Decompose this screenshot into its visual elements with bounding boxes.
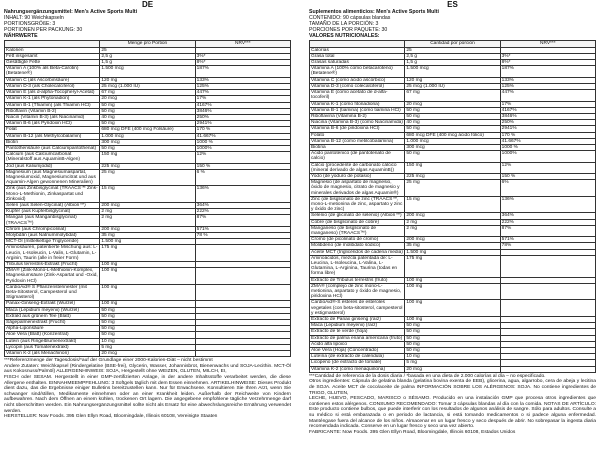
table-row — [5, 268, 291, 285]
amount-per-serving: 1.500 mg — [100, 239, 195, 245]
servings-per-pack-de: PORTIONEN PER PACKUNG: 30 — [4, 27, 83, 34]
nutrient-name: Grasa total — [310, 53, 405, 59]
content-de: INHALT: 90 Weichkapseln — [4, 15, 64, 22]
table-row — [310, 151, 596, 162]
nrv-percent: 1000% — [500, 151, 595, 162]
nutrient-name: Gesättigte Fette — [5, 60, 100, 66]
amount-per-serving: 680 mcg DFE (400 mcg ácido fólico) — [405, 132, 500, 138]
nutrient-name: Vitamin B-1 (Thiamin) (als Thiamin HCl) — [5, 102, 100, 108]
amount-per-serving: 100 mg — [405, 317, 500, 323]
nutrient-name: Kupfer (aus Kupferbisglycinat) — [5, 209, 100, 215]
nutrient-name: Vitamina B-1 (tiamina) (como tiamina HCl) — [310, 107, 405, 113]
amount-per-serving: 5 mg — [100, 344, 195, 350]
nrv-percent: 187% — [195, 66, 290, 77]
table-row — [310, 162, 596, 173]
amount-per-serving: 1.500 mg — [405, 249, 500, 255]
amount-per-serving: 50 mg — [405, 341, 500, 347]
spanish-column — [309, 0, 596, 435]
table-row — [310, 66, 596, 77]
nrv-percent: 170 % — [500, 132, 595, 138]
amount-per-serving: 10 mg — [405, 354, 500, 360]
nrv-percent: 78 % — [195, 232, 290, 238]
product-title-de: Nahrungsergänzungsmittel: Men's Active Sports Multi — [4, 9, 138, 15]
amount-per-serving: 25 — [405, 47, 500, 53]
nrv-percent: 250% — [195, 114, 290, 120]
nutrient-name: CardioAid® S Pflanzensterinester (mit Beta-Sitosterol, Campesterol und Stigmasterol) — [5, 284, 100, 301]
amount-per-serving: 200 mcg — [405, 237, 500, 243]
nutrient-name: Vitamina K-1 (como fitonadiona) — [310, 101, 405, 107]
nutrient-name: Riboflavina (Vitamina B-2) — [310, 113, 405, 119]
nutrient-name: Vitamina B-12 (como metilcobalamina) — [310, 138, 405, 144]
amount-per-serving: 50 mg — [100, 102, 195, 108]
nutrient-name: Vitamina D-3 (como colecalciferol) — [310, 83, 405, 89]
amount-per-serving: 175 mg — [100, 245, 195, 262]
amount-per-serving: 50 mg — [405, 329, 500, 335]
column-header: Menge pro Portion — [100, 41, 195, 47]
nutrient-name: Calorías — [310, 47, 405, 53]
table-row — [310, 225, 596, 236]
serving-size-es: TAMAÑO DE LA PORCIÓN: 3 — [309, 21, 379, 28]
nutrient-name: Vitamin D-3 (als Cholecalciferol) — [5, 83, 100, 89]
nrv-percent: 17% — [195, 96, 290, 102]
nutrient-name: Biotina — [310, 144, 405, 150]
nutrient-name: Aloe Vera (Blatt) (Konzentrat) — [5, 332, 100, 338]
nutrient-name: Maca (Lepidium meyenii) (Wurzel) — [5, 307, 100, 313]
nrv-percent — [195, 268, 290, 285]
amount-per-serving: 67 mg — [100, 90, 195, 96]
nutrient-name: Aloe Vera (Hoja) (Concentrado) — [310, 348, 405, 354]
nrv-percent: 170 % — [195, 127, 290, 133]
note-ingredients-de: Andere Zutaten: Weichkapsel (Rindergelatine (BSE-frei), Glycerin, Wasser, Johannisbrot, Bienenwachs und SOJA-Lecithin. MCT-Öl aus Kokosnuss/Palmöl) ALLERGENHINWEIS: SOJA, Hergestellt ohne WEIZEN, GLUTEN, MILCH, EI, — [4, 363, 291, 375]
nrv-percent: 222% — [195, 209, 290, 215]
nutrient-name: Vitamina K-2 (como menaquinona) — [310, 366, 405, 372]
nrv-percent: 447% — [500, 90, 595, 101]
nutrient-name: Sägepalmenextrakt (Frucht) — [5, 320, 100, 326]
servings-per-pack-es: PORCIONES POR PAQUETE: 30 — [309, 27, 388, 34]
nutrient-name: Vitamin K-2 (als Menachinon) — [5, 351, 100, 357]
nutrient-name: Extracto de té verde (hoja) — [310, 329, 405, 335]
nrv-percent: 447% — [195, 90, 290, 96]
column-header: Cantidad por porción — [405, 41, 500, 47]
nutrient-name: Licopeno (de extracto de tomate) — [310, 360, 405, 366]
notes-de — [4, 358, 291, 420]
nrv-percent: 133% — [500, 77, 595, 83]
nutrition-heading-de: NÄHRWERTE — [4, 33, 38, 40]
nutrient-name: Vitamina A (100% como betacaroteno) (Betatene®) — [310, 66, 405, 77]
amount-per-serving: 200 mcg — [100, 202, 195, 208]
table-row — [310, 300, 596, 317]
amount-per-serving: 200 mcg — [100, 226, 195, 232]
nutrient-name: Luteína (de extracto de caléndula) — [310, 354, 405, 360]
nrv-percent: 78% — [500, 243, 595, 249]
language-heading-de: DE — [141, 0, 154, 9]
table-row — [310, 283, 596, 300]
nrv-percent: 8%* — [500, 60, 595, 66]
nutrient-name: Ácido pantoténico (de pantotenato de calcio) — [310, 151, 405, 162]
amount-per-serving: 25 mcg (1.000 IU) — [100, 83, 195, 89]
amount-per-serving: 1,5 g — [100, 60, 195, 66]
nrv-percent: 133% — [195, 77, 290, 83]
note-reference-es: ***Cantidad de referencia de la dosis diaria / *basada en una dieta de 2.000 calorías al día – no especificado. — [309, 373, 546, 379]
nrv-percent — [195, 351, 290, 357]
nrv-percent: 3%* — [500, 53, 595, 59]
amount-per-serving: 50 mg — [100, 332, 195, 338]
amount-per-serving: 40 mg — [405, 120, 500, 126]
amount-per-serving: 2 mg — [405, 219, 500, 225]
nrv-percent: 1000 % — [500, 144, 595, 150]
nrv-percent: 187% — [500, 66, 595, 77]
note-manufacturer-es: FABRICANTE: Now Foods. 395 Glen Ellyn Road, Bloomingdale, Illinois 60108, Estados Unidos — [309, 429, 516, 435]
notes-es — [309, 374, 596, 436]
nrv-percent: 150 % — [500, 173, 595, 179]
amount-per-serving: 35 mg — [405, 243, 500, 249]
nrv-percent: 125% — [195, 83, 290, 89]
table-row — [5, 66, 291, 77]
nrv-percent — [500, 255, 595, 277]
note-usage-de: FISCH oder SESAM. Hergestellt in einer GMP-zertifizierten Anlage, in der andere Inhaltsstoffe verarbeitet werden, die diese Allergene enthalten. EINNAHMEEMPFEHLUNG: 3 Softgels täglich mit dem Essen einnehmen. ARTIKELHINWEISE: Dieses Produkt dient dazu, das die Ergebnisse einiger Bulletins bereitzustellen kann. Nur für Erwachsene. Konsultieren Sie Ihren Arzt, wenn Sie schwanger sind/stillen, Medikamente einnehmen oder an einer Krankheit leiden. Außerhalb der Reichweite von Kindern aufbewahren. Nach dem Öffnen an einem kühlen, trockenen Ort lagern. Die angegebene empfohlene tägliche Verzehrmenge darf nicht überschritten werden. Ein Nahrungsergänzungsmittel sollte nicht als Ersatz für eine abwechslungsreiche Ernährung verwendet werden. — [4, 375, 291, 414]
nutrient-name: Maca (Lepidium meyenii) (raíz) — [310, 323, 405, 329]
amount-per-serving: 50 mg — [100, 313, 195, 319]
amount-per-serving: 25 mcg (1.000 IU) — [405, 83, 500, 89]
nutrient-name: Selen (aus Selen-Glycinat) (Albion™) — [5, 202, 100, 208]
nrv-percent: 571% — [500, 237, 595, 243]
nutrient-name: Lycopin (aus Tomatenextrakt) — [5, 344, 100, 350]
nutrient-name: Grasas saturadas — [310, 60, 405, 66]
nutrient-name: Vitamin C (als Ascorbinsäure) — [5, 77, 100, 83]
nrv-percent: 4167% — [195, 102, 290, 108]
amount-per-serving: 225 mcg — [100, 163, 195, 169]
nutrient-name: Cobre (de bisglicinato de cobre) — [310, 219, 405, 225]
amount-per-serving: 225 mcg — [405, 173, 500, 179]
nutrition-heading-es: VALORES NUTRICIONALES: — [309, 33, 380, 40]
nutrient-name: ZMA® (complejo de zinc mono-L-metionina, aspartato y óxido de magnesio, piridoxina HCl) — [310, 283, 405, 300]
nrv-percent: 6 % — [195, 169, 290, 186]
nutrient-name: Calcium (aus Calciumcarbonat (Mineralstoff aus AquaminB-Algen) — [5, 152, 100, 163]
nutrient-name: Extrakt aus grünem Tee (Blatt) — [5, 313, 100, 319]
amount-per-serving: 50 mg — [100, 320, 195, 326]
amount-per-serving: 50 mg — [405, 113, 500, 119]
nutrient-name: Aminosäuren, patentierte Mischung aus: L-Leucin, L-Isoleucin, L-Valin, L-Glutamin, L-Arginin, Taurin (alle in freier Form) — [5, 245, 100, 262]
nutrient-name: Niacin (Vitamin B-3) (als Niacinamid) — [5, 114, 100, 120]
table-row — [5, 169, 291, 186]
nrv-percent: 41.667% — [500, 138, 595, 144]
amount-per-serving: 150 mg — [405, 162, 500, 173]
nrv-percent — [500, 300, 595, 317]
amount-per-serving: 50 mg — [100, 307, 195, 313]
nutrient-name: MCT-Öl (mittelkettige Triglyceride) — [5, 239, 100, 245]
amount-per-serving: 5 mg — [405, 360, 500, 366]
nutrient-name: Chrom (aus Chrompicolinat) — [5, 226, 100, 232]
nutrient-name: Magnesium (aus Magnesiumaspartat, Magnesiumoxid, Magnesiumcitrat und aus Aquamin-Algen gewonnenen Mineralien) — [5, 169, 100, 186]
amount-per-serving: 25 mg — [100, 169, 195, 186]
amount-per-serving: 50 mg — [100, 121, 195, 127]
amount-per-serving: 120 mg — [405, 77, 500, 83]
nrv-percent — [195, 284, 290, 301]
nutrient-name: Extracto de Panax ginseng (raíz) — [310, 317, 405, 323]
nutrient-name: Jod (aus Kaliumjodid) — [5, 163, 100, 169]
nrv-percent: 87% — [195, 215, 290, 226]
nutrient-name: Cromo (de picolinato de cromo) — [310, 237, 405, 243]
nutrient-name: ZMA® (Zink-Mono-L-Methionin-Komplex, Magnesiumsäure (Zink-Aspartat und -Oxid, Pyridoxin HCl) — [5, 268, 100, 285]
amount-per-serving: 100 mg — [405, 300, 500, 317]
german-column — [4, 0, 291, 420]
amount-per-serving: 50 mg — [405, 335, 500, 341]
nutrient-name: Extracto de Tribulus terrestris (fruto) — [310, 277, 405, 283]
amount-per-serving: 2 mg — [100, 215, 195, 226]
amount-per-serving: 25 — [100, 47, 195, 53]
nrv-percent: 17% — [500, 101, 595, 107]
nrv-percent: 3%* — [195, 53, 290, 59]
nrv-percent: 125% — [500, 83, 595, 89]
nrv-percent: 136% — [195, 186, 290, 203]
amount-per-serving: 100 mg — [405, 283, 500, 300]
nrv-percent: 1000 % — [195, 139, 290, 145]
nutrient-name: Vitamina B-6 (de piridoxina HCl) — [310, 126, 405, 132]
amount-per-serving: 1.000 mcg — [405, 138, 500, 144]
amount-per-serving: 1.000 mcg — [100, 133, 195, 139]
product-title-es: Suplementos alimenticios: Men's Active Sports Multi — [309, 9, 439, 15]
nutrition-table-es — [309, 40, 596, 372]
nutrient-name: Ácido alfa lipoico — [310, 341, 405, 347]
note-reference-de: ***Referenzmenge der Tagesdosis/*auf der Grundlage einer 2000-Kalorien-Diät – nicht bestimmt — [4, 358, 213, 364]
nutrient-name: Aceite MCT (triglicéridos de cadena media) — [311, 249, 403, 255]
amount-per-serving: 50 mg — [405, 126, 500, 132]
amount-per-serving: 100 mg — [100, 284, 195, 301]
amount-per-serving: 1.500 mcg — [405, 66, 500, 77]
nutrient-name: Vitamina C (como ácido ascórbico) — [310, 77, 405, 83]
table-row — [5, 152, 291, 163]
amount-per-serving: 1.500 mcg — [100, 66, 195, 77]
nutrient-name: Biotin — [5, 139, 100, 145]
amount-per-serving: 50 mg — [405, 151, 500, 162]
nutrient-name: Vitamin B-6 (als Pyridoxin HCl) — [5, 121, 100, 127]
nrv-percent: 1000% — [195, 145, 290, 151]
nutrient-name: Vitamin B-12 (als Methylcobalamin) — [5, 133, 100, 139]
amount-per-serving: 10 mg — [100, 338, 195, 344]
nrv-percent: 12% — [195, 152, 290, 163]
amount-per-serving: 50 mg — [405, 107, 500, 113]
note-ingredients-es: Otros ingredientes: Cápsula de gelatina blanda (gelatina bovina exenta de EEB), glicerina, agua, algarrobo, cera de abeja y lecitina de SOJA. Aceite MCT de coco/aceite de palma INFORMACIÓN SOBRE LOS ALÉRGENOS: SOJA. No contiene ingredientes de TRIGO, GLUTEN, — [309, 379, 596, 396]
amount-per-serving: 2,5 g — [100, 53, 195, 59]
table-row — [5, 186, 291, 203]
table-row — [310, 255, 596, 277]
amount-per-serving: 67 mg — [405, 90, 500, 101]
nutrient-name: Riboflavin (Vitamin B-2) — [5, 108, 100, 114]
nrv-percent: 6% — [500, 180, 595, 197]
nrv-percent: 364% — [500, 213, 595, 219]
nutrient-name: Calcio (procedente de carbonato cálcico (mineral derivado de algas AquaminB)) — [310, 162, 405, 173]
amount-per-serving: 2 mg — [405, 225, 500, 236]
nutrient-name: Lutein (aus Ringelblumenextrakt) — [5, 338, 100, 344]
amount-per-serving: 150 mg — [100, 152, 195, 163]
nutrient-name: Magnesio (de aspartato de magnesio, óxido de magnesio, citrato de magnesio y minerales derivados de algas Aquamin®) — [310, 180, 405, 197]
nutrient-name: Pantothensäure (aus Calciumpantothenat) — [5, 145, 100, 151]
nutrient-name: Niacina (Vitamina B-3) (como Niacinamida) — [311, 120, 403, 126]
amount-per-serving: 15 mg — [405, 196, 500, 213]
amount-per-serving: 40 mg — [100, 114, 195, 120]
nutrient-name: Folat — [5, 127, 100, 133]
amount-per-serving: 50 mg — [405, 348, 500, 354]
language-heading-es: ES — [447, 0, 458, 9]
nrv-percent — [500, 366, 595, 372]
nutrient-name: Fett insgesamt — [5, 53, 100, 59]
nutrient-name: Yodo (de yoduro de potasio) — [310, 173, 405, 179]
table-row — [5, 351, 291, 357]
content-es: CONTENIDO: 90 cápsulas blandas — [309, 15, 391, 22]
amount-per-serving: 300 mcg — [100, 139, 195, 145]
nutrient-name: Alpha-Liponsäure — [5, 326, 100, 332]
nrv-percent: 87% — [500, 225, 595, 236]
nutrient-name: Tribulus terrestris-Extrakt (Frucht) — [5, 261, 100, 267]
amount-per-serving: 175 mg — [405, 255, 500, 277]
amount-per-serving: 50 mg — [405, 323, 500, 329]
nutrient-name: Extracto de palma enana americana (fruto) — [310, 335, 405, 341]
nutrient-name: Vitamin E (als d-alpha-Tocopheryl-Acetat) — [5, 90, 100, 96]
nutrient-name: Mangan (aus Manganbisglycinat) (TRAACS™) — [5, 215, 100, 226]
nrv-percent: 12% — [500, 162, 595, 173]
nutrient-name: CardioAid®-S ésteres de esteroles vegetales (con beta-sitosterol, campesterol y estigmasterol) — [310, 300, 405, 317]
amount-per-serving: 2,5 g — [405, 53, 500, 59]
amount-per-serving: 20 mcg — [100, 96, 195, 102]
nutrient-name: Molibdeno (de molibdato sódico) — [310, 243, 405, 249]
nrv-percent: 3846% — [500, 113, 595, 119]
amount-per-serving: 100 mg — [100, 268, 195, 285]
nrv-percent: 571% — [195, 226, 290, 232]
nutrient-name: Kalorien — [5, 47, 100, 53]
amount-per-serving: 1,5 g — [405, 60, 500, 66]
table-row — [310, 366, 596, 372]
amount-per-serving: 100 mg — [100, 301, 195, 307]
amount-per-serving: 120 mg — [100, 77, 195, 83]
nrv-percent — [500, 283, 595, 300]
table-row — [5, 215, 291, 226]
amount-per-serving: 25 mg — [405, 180, 500, 197]
nutrient-name: Zink (aus Zinkbisglycinat (TRAACS™ Zink-Mono-L-Methionin, Zinkaspartat und Zinkoxid) — [5, 186, 100, 203]
note-manufacturer-de: HERSTELLER: Now Foods. 395 Glen Ellyn Road, Bloomingdale, Illinois 60108, Vereinigte Staaten — [4, 414, 218, 420]
nutrient-name: Manganeso (de bisglicinato de manganeso) (TRAACS™) — [310, 225, 405, 236]
nutrient-name: Aminoácidos, mezcla patentada de: L-Leucina, L-Isoleucina, L-Valina, L-Glutamina, L-Arginina, Taurina (todas en forma libre) — [310, 255, 405, 277]
header-es — [309, 9, 596, 39]
table-row — [310, 90, 596, 101]
nrv-percent: 364% — [195, 202, 290, 208]
nrv-percent: 136% — [500, 196, 595, 213]
nutrient-name: Molybdän (aus Natriummolybdat) — [5, 232, 100, 238]
nutrient-name: Panax-Ginseng-Extrakt (Wurzel) — [5, 301, 100, 307]
amount-per-serving: 35 mg — [100, 232, 195, 238]
nrv-percent: 4167% — [500, 107, 595, 113]
amount-per-serving: 20 mcg — [100, 351, 195, 357]
amount-per-serving: 680 mcg DFE (400 mcg Folsäure) — [100, 127, 195, 133]
header-de — [4, 9, 291, 39]
nrv-percent: 222% — [500, 219, 595, 225]
nutrition-table-de — [4, 40, 291, 357]
amount-per-serving: 20 mcg — [405, 101, 500, 107]
nrv-percent: 150 % — [195, 163, 290, 169]
serving-size-de: PORTIONSGRÖßE: 3 — [4, 21, 56, 28]
amount-per-serving: 20 mcg — [405, 366, 500, 372]
amount-per-serving: 300 mcg — [405, 144, 500, 150]
note-usage-es: LECHE, HUEVO, PESCADO, MARISCO o SÉSAMO. Producido en una instalación GMP que procesa otros ingredientes que contienen estos alérgenos. CONSUMO RECOMENDADO: Tomar 3 cápsulas blandas al día con la comida. NOTAS DE ARTÍCULO: Este producto contiene bulbos, que puede interferir con los resultados de algunos análisis de sangre. Sólo para adultos. Consulte a su médico si está embarazada o en periodo de lactancia, si está tomando medicamentos o si padece alguna enfermedad. Manténgase fuera del alcance de los niños. Almacenar en un lugar fresco y seco después de abrir. No sobrepasar la ingesta diaria recomendada indicada. Conserve en un lugar fresco y seco una vez abierto. — [309, 396, 596, 430]
nrv-percent: 41.667% — [195, 133, 290, 139]
amount-per-serving: 15 mg — [100, 186, 195, 203]
nrv-percent: 2941% — [195, 121, 290, 127]
nrv-percent: 2941% — [500, 126, 595, 132]
amount-per-serving: 2 mg — [100, 209, 195, 215]
amount-per-serving: 200 mcg — [405, 213, 500, 219]
amount-per-serving: 50 mg — [100, 108, 195, 114]
amount-per-serving: 100 mg — [405, 277, 500, 283]
nutrient-name: Zinc (de bisglicinato de zinc (TRAACS™, mono-L-metionina de zinc, aspartato y zinc y óxido de zinc) — [310, 196, 405, 213]
column-header: NRV*** — [195, 41, 290, 47]
nutrient-name: Vitamin A (100% als Beta-Carotin) (Betatene®) — [5, 66, 100, 77]
nutrient-name: Selenio (de glicinato de selenio) (Albion™) — [310, 213, 405, 219]
amount-per-serving: 100 mg — [100, 261, 195, 267]
nutrient-name: Vitamina E (como acetato de d-alfa-tocoferil) — [310, 90, 405, 101]
nrv-percent: 8%* — [195, 60, 290, 66]
amount-per-serving: 50 mg — [100, 326, 195, 332]
nutrient-name: Folato — [310, 132, 405, 138]
nrv-percent: 3846% — [195, 108, 290, 114]
nutrient-name: Vitamin K-1 (als Phytonadion) — [5, 96, 100, 102]
nrv-percent: 250% — [500, 120, 595, 126]
table-row — [310, 196, 596, 213]
table-row — [310, 180, 596, 197]
column-header: NRV*** — [500, 41, 595, 47]
nrv-percent — [195, 245, 290, 262]
table-row — [5, 284, 291, 301]
table-row — [5, 245, 291, 262]
amount-per-serving: 50 mg — [100, 145, 195, 151]
